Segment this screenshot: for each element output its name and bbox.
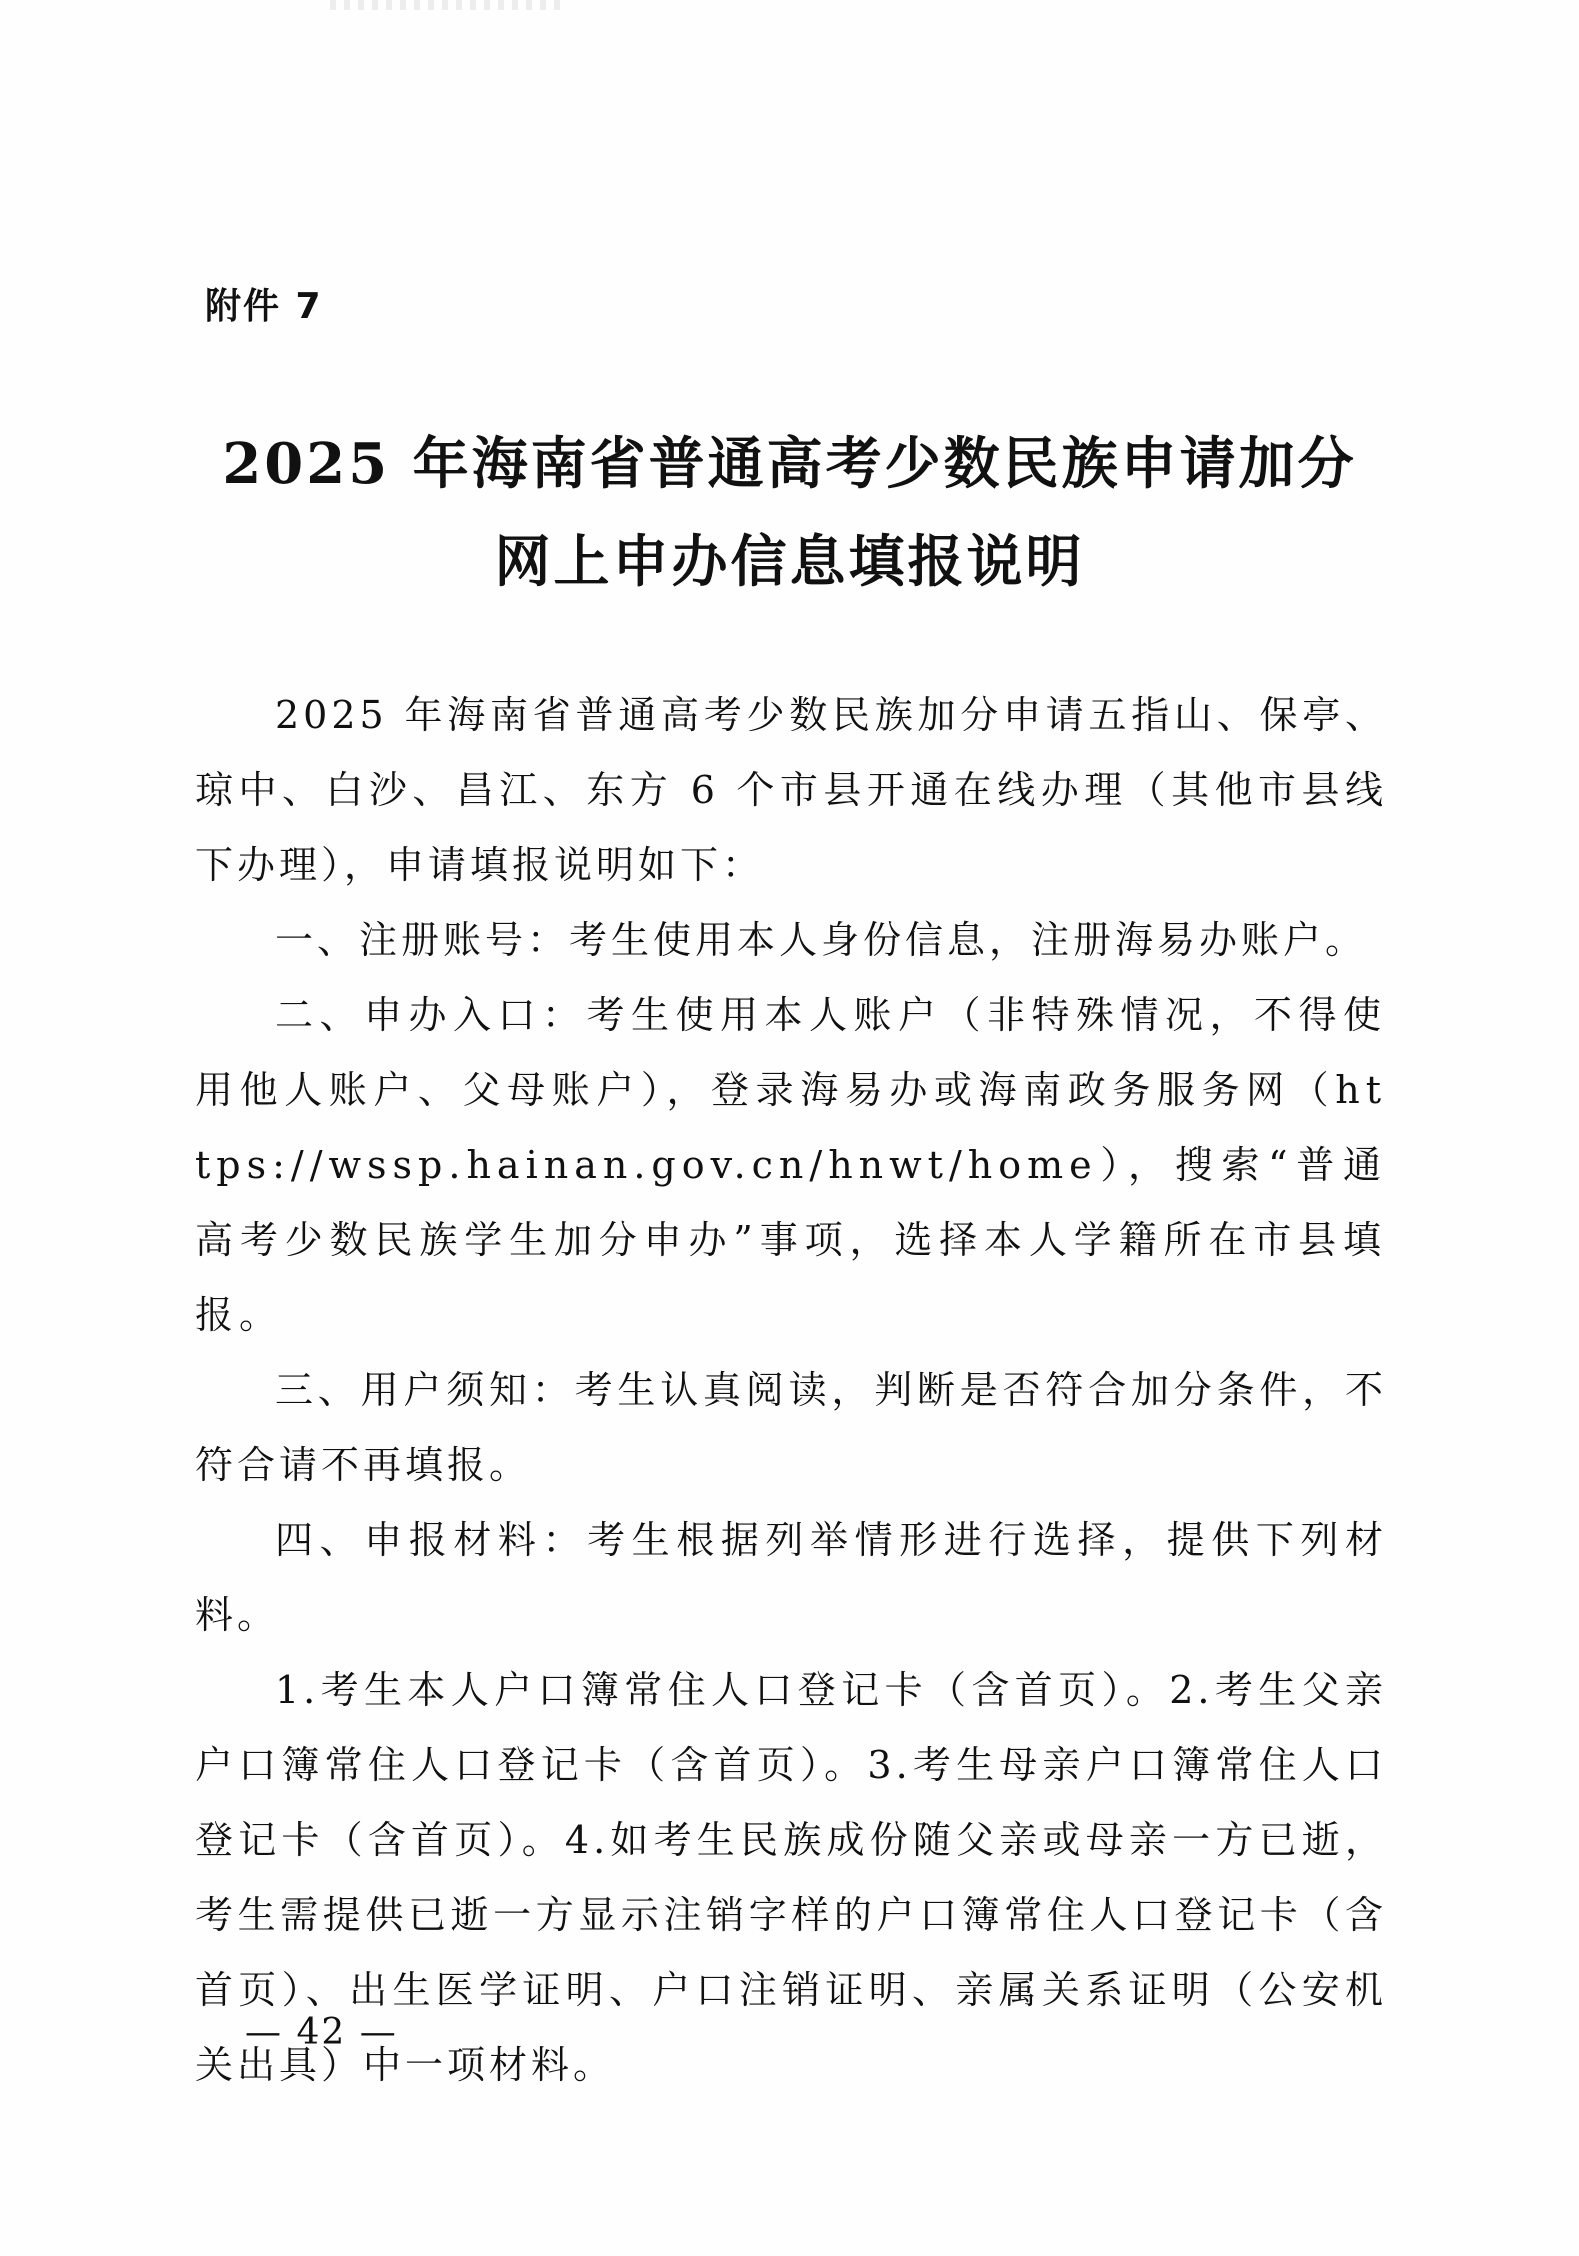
page-number: — 42 — [245, 2012, 398, 2053]
document-body [195, 678, 1387, 2103]
attachment-label: 附件 7 [205, 286, 323, 327]
paragraph-application-entry: 二、申办入口：考生使用本人账户（非特殊情况，不得使用他人账户、父母账户），登录海易办或海南政务服务网（https://wssp.hainan.gov.cn/hnwt/home），搜索“普通高考少数民族学生加分申办”事项，选择本人学籍所在市县填报。 [195, 993, 1387, 1337]
document-title-line-2: 网上申办信息填报说明 [494, 529, 1085, 595]
document-title-line-1: 2025 年海南省普通高考少数民族申请加分 [222, 431, 1357, 497]
scan-artifact [330, 0, 560, 10]
paragraph-materials-heading: 四、申报材料：考生根据列举情形进行选择，提供下列材料。 [195, 1518, 1387, 1637]
paragraph-register-account: 一、注册账号：考生使用本人身份信息，注册海易办账户。 [275, 918, 1368, 962]
paragraph-materials-list: 1.考生本人户口簿常住人口登记卡（含首页）。2.考生父亲户口簿常住人口登记卡（含首页）。3.考生母亲户口簿常住人口登记卡（含首页）。4.如考生民族成份随父亲或母亲一方已逝，考生需提供已逝一方显示注销字样的户口簿常住人口登记卡（含首页）、出生医学证明、户口注销证明、亲属关系证明（公安机关出具）中一项材料。 [195, 1668, 1387, 2087]
paragraph-user-notice: 三、用户须知：考生认真阅读，判断是否符合加分条件，不符合请不再填报。 [195, 1368, 1387, 1487]
paragraph-intro: 2025 年海南省普通高考少数民族加分申请五指山、保亭、琼中、白沙、昌江、东方 6 个市县开通在线办理（其他市县线下办理），申请填报说明如下： [195, 693, 1387, 887]
